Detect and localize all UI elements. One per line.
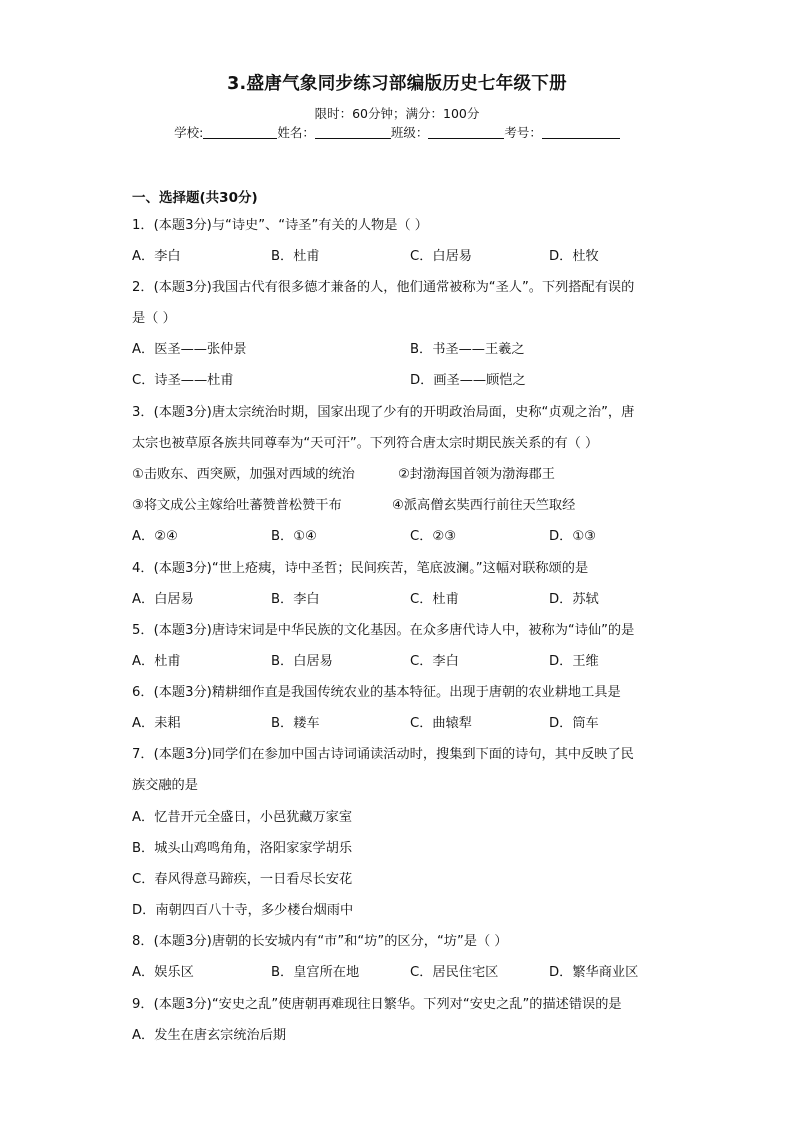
q9-option-a[interactable]: A．发生在唐玄宗统治后期 [132,1028,287,1043]
q2-option-b[interactable]: B．书圣——王羲之 [410,342,525,357]
q4-option-a[interactable]: A．白居易 [132,592,194,607]
q1-option-b[interactable]: B．杜甫 [271,249,320,264]
page-title: 3.盛唐气象同步练习部编版历史七年级下册 [227,74,567,94]
q8-option-b[interactable]: B．皇宫所在地 [271,965,360,980]
q7-option-c[interactable]: C．春风得意马蹄疾，一日看尽长安花 [132,872,353,887]
exam-no-field[interactable] [542,125,620,139]
name-field[interactable] [315,125,391,139]
q5-option-c[interactable]: C．李白 [410,654,459,669]
time-score-limit: 限时：60分钟；满分：100分 [314,106,480,121]
q6-option-a[interactable]: A．耒耜 [132,716,181,731]
q5-option-b[interactable]: B．白居易 [271,654,333,669]
q2-option-c[interactable]: C．诗圣——杜甫 [132,373,234,388]
q6-option-d[interactable]: D．筒车 [549,716,599,731]
q4-option-d[interactable]: D．苏轼 [549,592,599,607]
question-3-stem-cont: 太宗也被草原各族共同尊奉为“天可汗”。下列符合唐太宗时期民族关系的有（ ） [132,436,599,451]
class-field[interactable] [428,125,504,139]
school-label: 学校: [174,125,204,140]
q8-option-a[interactable]: A．娱乐区 [132,965,194,980]
question-3-stem: 3．(本题3分)唐太宗统治时期，国家出现了少有的开明政治局面，史称“贞观之治”，唐 [132,405,635,420]
question-6-stem: 6．(本题3分)精耕细作直是我国传统农业的基本特征。出现于唐朝的农业耕地工具是 [132,685,621,700]
question-2-stem-cont: 是（ ） [132,311,176,326]
question-2-stem: 2．(本题3分)我国古代有很多德才兼备的人，他们通常被称为“圣人”。下列搭配有误的 [132,280,635,295]
exam-no-label: 考号： [504,125,542,140]
school-field[interactable] [203,125,277,139]
question-7-stem: 7．(本题3分)同学们在参加中国古诗词诵读活动时，搜集到下面的诗句，其中反映了民 [132,747,634,762]
q3-option-c[interactable]: C．②③ [410,529,457,544]
q3-statement-3: ③将文成公主嫁给吐蕃赞普松赞干布 [132,498,342,513]
q8-option-c[interactable]: C．居民住宅区 [410,965,499,980]
q8-option-d[interactable]: D．繁华商业区 [549,965,639,980]
question-1-stem: 1．(本题3分)与“诗史”、“诗圣”有关的人物是（ ） [132,218,428,233]
q3-statement-4: ④派高僧玄奘西行前往天竺取经 [392,498,576,513]
q3-option-d[interactable]: D．①③ [549,529,596,544]
class-label: 班级： [390,125,429,140]
q7-option-d[interactable]: D．南朝四百八十寺，多少楼台烟雨中 [132,903,354,918]
q2-option-a[interactable]: A．医圣——张仲景 [132,342,247,357]
q1-option-a[interactable]: A．李白 [132,249,181,264]
q3-option-b[interactable]: B．①④ [271,529,317,544]
q4-option-c[interactable]: C．杜甫 [410,592,459,607]
question-8-stem: 8．(本题3分)唐朝的长安城内有“市”和“坊”的区分，“坊”是（ ） [132,934,508,949]
q3-option-a[interactable]: A．②④ [132,529,178,544]
q6-option-b[interactable]: B．耧车 [271,716,320,731]
q5-option-a[interactable]: A．杜甫 [132,654,181,669]
name-label: 姓名： [277,125,315,140]
question-4-stem: 4．(本题3分)“世上疮痍，诗中圣哲；民间疾苦，笔底波澜。”这幅对联称颂的是 [132,561,589,576]
q7-option-a[interactable]: A．忆昔开元全盛日，小邑犹藏万家室 [132,810,353,825]
question-5-stem: 5．(本题3分)唐诗宋词是中华民族的文化基因。在众多唐代诗人中，被称为“诗仙”的是 [132,623,635,638]
q1-option-c[interactable]: C．白居易 [410,249,472,264]
student-info-row [0,123,794,141]
q1-option-d[interactable]: D．杜牧 [549,249,599,264]
q4-option-b[interactable]: B．李白 [271,592,320,607]
question-9-stem: 9．(本题3分)“安史之乱”使唐朝再难现往日繁华。下列对“安史之乱”的描述错误的是 [132,997,622,1012]
q7-option-b[interactable]: B．城头山鸡鸣角角，洛阳家家学胡乐 [132,841,353,856]
q3-statement-2: ②封渤海国首领为渤海郡王 [398,467,555,482]
q3-statement-1: ①击败东、西突厥，加强对西域的统治 [132,467,355,482]
q2-option-d[interactable]: D．画圣——顾恺之 [410,373,526,388]
question-7-stem-cont: 族交融的是 [132,778,198,793]
q6-option-c[interactable]: C．曲辕犁 [410,716,472,731]
section-heading: 一、选择题(共30分) [132,190,258,206]
q5-option-d[interactable]: D．王维 [549,654,599,669]
